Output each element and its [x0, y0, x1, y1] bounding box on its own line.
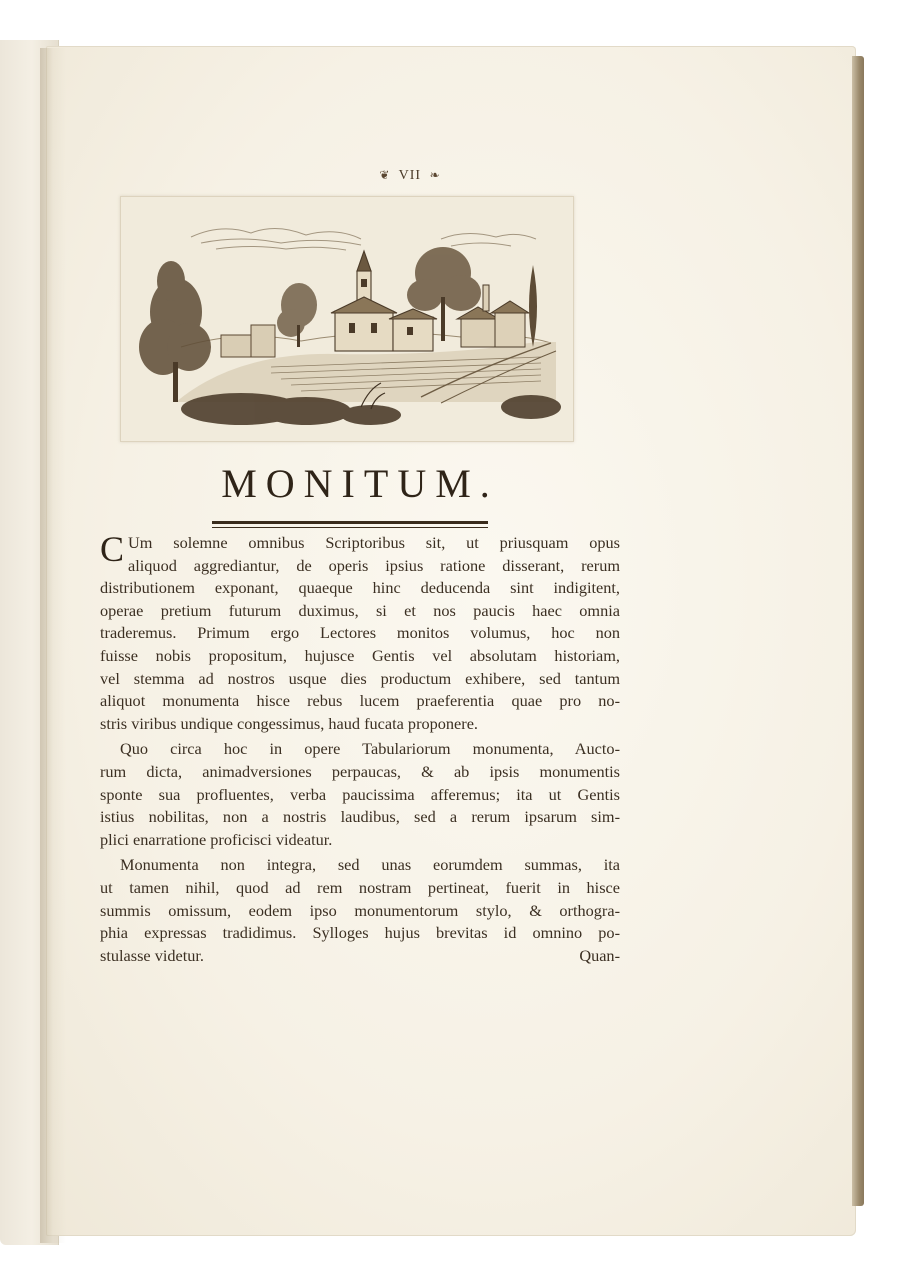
text-line: aliquot monumenta hisce rebus lucem praeferentia quae pro no-	[100, 691, 620, 711]
text-line: stris viribus undique congessimus, haud fucata proponere.	[100, 713, 479, 733]
engraved-landscape-vignette-icon	[120, 196, 574, 442]
drop-cap: C	[100, 529, 125, 569]
right-ornament-icon: ❧	[429, 168, 441, 183]
book-fore-edge	[852, 56, 864, 1206]
text-line: Monumenta non integra, sed unas eorumdem summas, ita	[120, 855, 620, 875]
text-line: ut tamen nihil, quod ad rem nostram pertineat, fuerit in hisce	[100, 877, 620, 897]
text-line: fuisse nobis propositum, hujusce Gentis vel absolutam historiam,	[100, 645, 620, 665]
text-line: Um solemne omnibus Scriptoribus sit, ut priusquam opus	[128, 533, 620, 552]
page-number	[310, 168, 510, 184]
text-line-with-catchword	[100, 945, 620, 968]
text-line: plici enarratione proficisci videatur.	[100, 829, 333, 849]
folio-text: VII	[398, 168, 422, 183]
text-line: phia expressas tradidimus. Sylloges hujus brevitas id omnino po-	[100, 923, 620, 943]
page-gutter-shadow	[40, 48, 66, 1243]
text-line: distributionem exponant, quaeque hinc deducenda sint indigitent,	[100, 578, 620, 598]
text-line: sponte sua profluentes, verba paucissima afferemus; ita ut Gentis	[100, 784, 620, 804]
paragraph-2	[100, 738, 620, 851]
title-rule-thin	[212, 527, 488, 528]
text-line: istius nobilitas, non a nostris laudibus, sed a rerum ipsarum sim-	[100, 807, 620, 827]
paragraph-3	[100, 854, 620, 967]
engraving-drawing	[121, 197, 573, 441]
body-text	[100, 529, 620, 967]
page-title: MONITUM.	[221, 461, 499, 506]
title-rule-thick	[212, 521, 488, 524]
text-line: traderemus. Primum ergo Lectores monitos volumus, hoc non	[100, 623, 620, 643]
text-line: Quo circa hoc in opere Tabulariorum monumenta, Aucto-	[120, 739, 620, 759]
text-line: operae pretium futurum duximus, si et nos paucis haec omnia	[100, 600, 620, 620]
left-ornament-icon: ❦	[379, 168, 391, 183]
paragraph-1	[100, 529, 620, 735]
text-line: aliquod aggrediantur, de operis ipsius ratione disserant, rerum	[128, 555, 620, 575]
text-line: stulasse videtur.	[100, 945, 205, 965]
text-line: vel stemma ad nostros usque dies productum exhibere, sed tantum	[100, 668, 620, 688]
text-line: summis omissum, eodem ipso monumentorum stylo, & orthogra-	[100, 900, 620, 920]
catchword: Quan-	[579, 945, 620, 965]
text-line: rum dicta, animadversiones perpaucas, & ab ipsis monumentis	[100, 761, 620, 781]
